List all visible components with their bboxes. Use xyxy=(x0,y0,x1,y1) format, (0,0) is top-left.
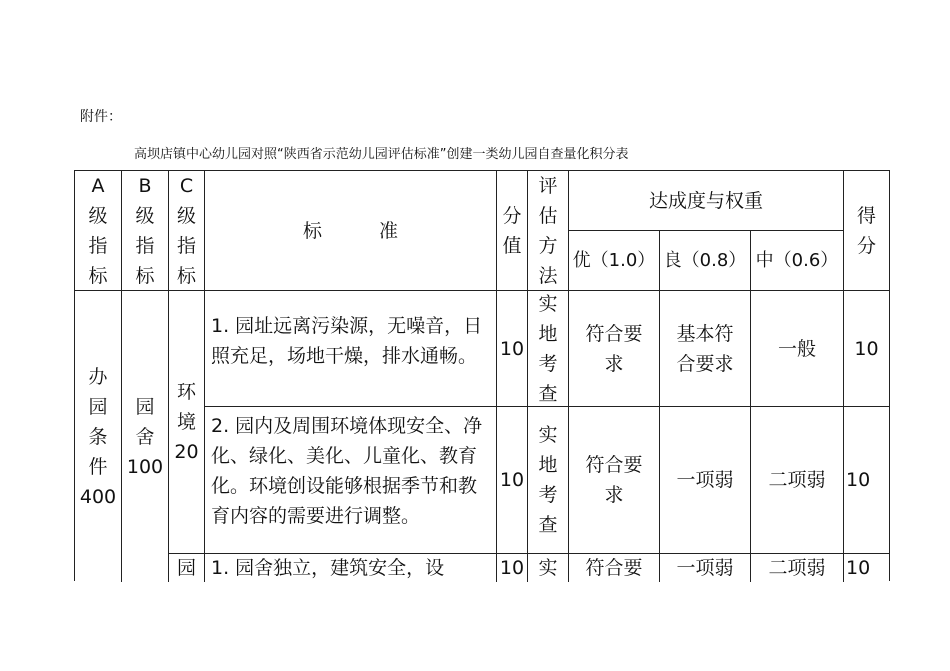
row3-standard xyxy=(205,554,497,582)
a-level-name xyxy=(75,291,122,582)
row3-method-text: 实 xyxy=(538,557,558,579)
row3-excellent-text: 符合要 xyxy=(585,557,643,579)
row1-score-text: 10 xyxy=(499,337,525,360)
row2-score-text: 10 xyxy=(499,469,525,491)
row2-standard xyxy=(205,407,497,554)
c-level-name-environment-text: 环 境 20 xyxy=(174,381,199,463)
header-achievement xyxy=(569,171,844,231)
row3-points-text: 10 xyxy=(846,557,871,579)
row1-good xyxy=(660,291,751,407)
row1-method xyxy=(528,291,569,407)
b-level-name-text: 园 舍 100 xyxy=(126,395,164,478)
row1-score xyxy=(497,291,528,407)
row2-medium xyxy=(751,407,844,554)
row2-medium-text: 二项弱 xyxy=(768,469,826,491)
header-score-text: 分 值 xyxy=(502,204,522,257)
row3-good-text: 一项弱 xyxy=(676,557,734,579)
row1-method-text: 实 地 考 查 xyxy=(538,292,558,405)
header-score xyxy=(497,171,528,291)
header-excellent-text: 优（1.0） xyxy=(572,249,656,271)
row1-standard-text: 1. 园址远离污染源，无噪音，日照充足，场地干燥，排水通畅。 xyxy=(211,315,483,367)
a-level-name-text: 办 园 条 件 400 xyxy=(79,365,117,508)
header-method xyxy=(528,171,569,291)
row3-points xyxy=(844,554,889,582)
c-level-name-building xyxy=(169,554,205,582)
row2-method-text: 实 地 考 查 xyxy=(538,424,558,536)
row3-standard-text: 1. 园舍独立，建筑安全，设 xyxy=(211,557,445,579)
row2-points xyxy=(844,407,889,554)
row2-good xyxy=(660,407,751,554)
c-level-name-environment xyxy=(169,291,205,554)
header-excellent xyxy=(569,231,660,291)
attachment-label: 附件： xyxy=(80,109,122,125)
header-points xyxy=(844,171,889,291)
row2-excellent-text: 符合要求 xyxy=(585,454,643,506)
row3-medium xyxy=(751,554,844,582)
row2-score xyxy=(497,407,528,554)
row2-points-text: 10 xyxy=(846,469,871,491)
header-achievement-text: 达成度与权重 xyxy=(648,189,763,212)
header-b-level-text: B 级 指 标 xyxy=(135,174,155,287)
row1-points-text: 10 xyxy=(854,337,879,360)
header-points-text: 得 分 xyxy=(856,204,876,257)
header-c-level-text: C 级 指 标 xyxy=(176,174,196,287)
c-level-name-building-text: 园 xyxy=(176,557,196,579)
row3-excellent xyxy=(569,554,660,582)
row3-method xyxy=(528,554,569,582)
document-title: 高坝店镇中心幼儿园对照“陕西省示范幼儿园评估标准”创建一类幼儿园自查量化积分表 xyxy=(134,147,629,162)
row3-good xyxy=(660,554,751,582)
row1-medium xyxy=(751,291,844,407)
row1-excellent xyxy=(569,291,660,407)
header-standard-text: 标 准 xyxy=(302,219,398,242)
header-medium-text: 中（0.6） xyxy=(755,249,839,271)
header-medium xyxy=(751,231,844,291)
row1-excellent-text: 符合要求 xyxy=(585,322,643,375)
header-a-level xyxy=(75,171,122,291)
row1-medium-text: 一般 xyxy=(777,337,816,360)
row1-standard xyxy=(205,291,497,407)
row2-standard-text: 2. 园内及周围环境体现安全、净化、绿化、美化、儿童化、教育化。环境创设能够根据季节和教育内容的需要进行调整。 xyxy=(211,415,483,527)
row2-excellent xyxy=(569,407,660,554)
header-good-text: 良（0.8） xyxy=(663,249,747,271)
row2-good-text: 一项弱 xyxy=(676,469,734,491)
row3-score xyxy=(497,554,528,582)
header-standard xyxy=(205,171,497,291)
row1-good-text: 基本符合要求 xyxy=(676,322,734,375)
header-a-level-text: A 级 指 标 xyxy=(88,174,108,287)
header-good xyxy=(660,231,751,291)
row2-method xyxy=(528,407,569,554)
header-c-level xyxy=(169,171,205,291)
row3-score-text: 10 xyxy=(499,557,525,579)
header-method-text: 评 估 方 法 xyxy=(538,174,558,287)
evaluation-table xyxy=(74,170,890,581)
b-level-name xyxy=(122,291,169,582)
header-b-level xyxy=(122,171,169,291)
row3-medium-text: 二项弱 xyxy=(768,557,826,579)
row1-points xyxy=(844,291,889,407)
